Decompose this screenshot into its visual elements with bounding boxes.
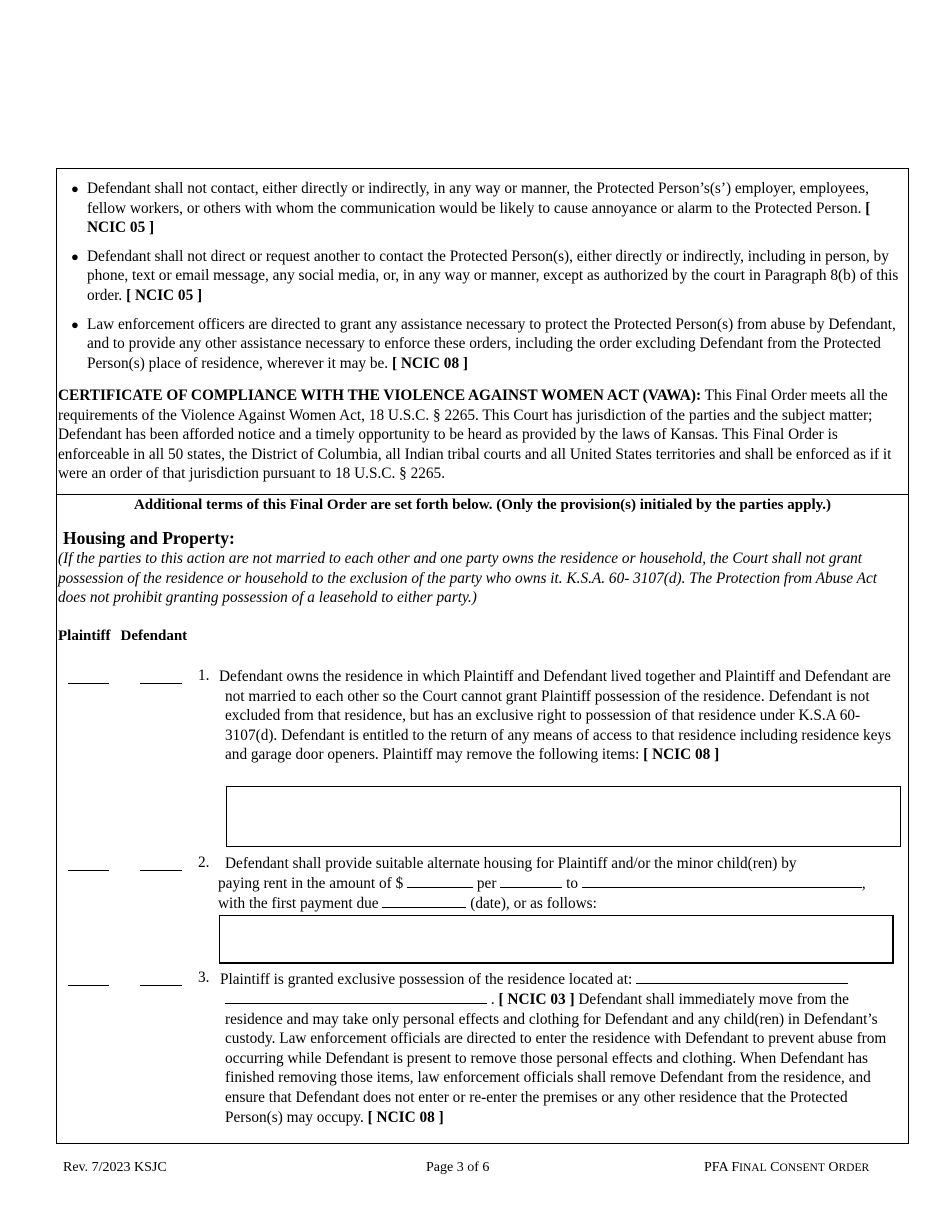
first-payment-label: with the first payment due xyxy=(218,895,379,912)
residence-address-field[interactable] xyxy=(636,969,848,984)
to-label: to xyxy=(566,875,578,892)
item-2-line1: Defendant shall provide suitable alternate housing for Plaintiff and/or the minor child(ren) by xyxy=(225,855,797,872)
plaintiff-column-label: Plaintiff xyxy=(58,628,111,644)
item-3-line1 xyxy=(220,969,900,990)
item-number: 3. xyxy=(198,969,210,986)
bullet-text: Law enforcement officers are directed to grant any assistance necessary to protect the Protected Person(s) from abuse by Defendant, and to provide any other assistance necessary to enforce these orders, including the order excluding Defendant from the Protected Person(s) place of residence, wherever it may be. xyxy=(87,315,896,372)
footer-page-number: Page 3 of 6 xyxy=(426,1160,490,1175)
first-payment-date-field[interactable] xyxy=(382,893,466,908)
bullet-employer-contact xyxy=(71,179,901,238)
bullet-icon: ● xyxy=(71,181,79,196)
removable-items-field[interactable] xyxy=(226,786,901,847)
item-2-rent-line xyxy=(218,873,908,894)
bullet-text: Defendant shall not direct or request another to contact the Protected Person(s), either directly or indirectly, including in person, by phone, text or email message, any social media, or, in any way or manner, except as authorized by the court in Paragraph 8(b) of this order. xyxy=(87,247,899,304)
ncic-tag: [ NCIC 08 ] xyxy=(391,354,469,372)
plaintiff-initial-2[interactable] xyxy=(68,870,109,871)
title-part: ONSENT xyxy=(779,1162,825,1174)
item-number: 2. xyxy=(198,854,210,871)
item-2-payment-line xyxy=(218,893,908,914)
section-divider xyxy=(57,494,908,495)
vawa-certificate xyxy=(58,386,900,484)
title-part: INAL xyxy=(739,1162,767,1174)
date-suffix: (date), or as follows: xyxy=(470,895,597,912)
vawa-body: This Final Order meets all the requirements of the Violence Against Women Act, 18 U.S.C. § 2265. This Court has jurisdiction of the parties and the subject matter; Defendant has been afforded notice and a timely opportunity to be heard as provided by the laws of Kansas. This Final Order is enforceable in all 50 states, the District of Columbia, all Indian tribal courts and all United States territories and shall be enforced as if it were an order of that jurisdiction pursuant to 18 U.S.C. § 2265. xyxy=(58,387,892,483)
ncic-tag: [ NCIC 05 ] xyxy=(87,199,871,237)
bullet-icon: ● xyxy=(71,316,79,332)
ncic-tag: [ NCIC 08 ] xyxy=(643,746,720,764)
ncic-tag: [ NCIC 05 ] xyxy=(126,286,203,304)
item-3-text: . [ NCIC 03 ] Defendant shall immediately move from the residence and may take only personal effects and clothing for Defendant and any child(ren) in Defendant’s custody. Law enforcement officials are directed to enter the residence with Defendant to prevent abuse from occurring while Defendant is present to remove those personal effects and clothing. When Defendant has finished removing those items, law enforcement officials shall remove Defendant from the residence, and ensure that Defendant does not enter or re-enter the premises or any other residence that the Protected Person(s) may occupy. [ NCIC 08 ] xyxy=(225,991,887,1126)
item-number: 1. xyxy=(198,667,210,684)
defendant-initial-3[interactable] xyxy=(140,985,182,986)
title-part: PFA F xyxy=(704,1160,740,1175)
defendant-initial-1[interactable] xyxy=(140,683,182,684)
ncic-tag: [ NCIC 08 ] xyxy=(367,1108,444,1126)
title-part: C xyxy=(766,1160,780,1175)
bullet-law-enforcement xyxy=(71,315,901,374)
vawa-heading: CERTIFICATE OF COMPLIANCE WITH THE VIOLENCE AGAINST WOMEN ACT (VAWA): xyxy=(58,387,702,404)
plaintiff-initial-3[interactable] xyxy=(68,985,109,986)
item-1-text xyxy=(219,667,905,765)
title-part: RDER xyxy=(838,1162,870,1174)
possession-label: Plaintiff is granted exclusive possession of the residence located at: xyxy=(220,971,633,988)
housing-terms-field[interactable] xyxy=(219,915,894,964)
per-label: per xyxy=(476,875,497,892)
order-bullets xyxy=(71,179,901,382)
additional-terms-heading: Additional terms of this Final Order are set forth below. (Only the provision(s) initialed by the parties apply.) xyxy=(133,497,832,513)
rent-amount-field[interactable] xyxy=(407,873,473,888)
rent-prefix: paying rent in the amount of $ xyxy=(218,875,404,892)
footer-form-title xyxy=(704,1160,869,1176)
rent-period-field[interactable] xyxy=(500,873,562,888)
defendant-initial-2[interactable] xyxy=(140,870,182,871)
initial-column-headers xyxy=(58,628,197,645)
footer-revision: Rev. 7/2023 KSJC xyxy=(63,1160,167,1175)
item-1-body: Defendant owns the residence in which Plaintiff and Defendant lived together and Plaintiff and Defendant are not married to each other so the Court cannot grant Plaintiff possession of the residence. Defendant is not excluded from that residence, but has an exclusive right to possession of that residence under K.S.A 60-3107(d). Defendant is entitled to the return of any means of access to that residence including residence keys and garage door openers. Plaintiff may remove the following items: xyxy=(219,668,892,764)
bullet-icon: ● xyxy=(71,248,79,264)
housing-note: (If the parties to this action are not married to each other and one party owns the residence or household, the Court shall not grant possession of the residence or household to the exclusion of the party who owns it. K.S.A. 60- 3107(d). The Protection from Abuse Act does not prohibit granting possession of a leasehold to either party.) xyxy=(58,550,878,607)
bullet-indirect-contact xyxy=(71,247,901,306)
order-frame xyxy=(56,168,909,1144)
plaintiff-initial-1[interactable] xyxy=(68,683,109,684)
rent-payee-field[interactable] xyxy=(582,873,862,888)
bullet-text: Defendant shall not contact, either directly or indirectly, in any way or manner, the Protected Person’s(s’) employer, employees, fellow workers, or others with whom the communication would be likely to cause annoyance or alarm to the Protected Person. xyxy=(87,180,869,217)
housing-title: Housing and Property: xyxy=(63,528,235,548)
comma: , xyxy=(861,875,866,892)
ncic-tag: [ NCIC 03 ] xyxy=(498,991,575,1008)
title-part: O xyxy=(824,1160,839,1175)
item-3-body: Defendant shall immediately move from the residence and may take only personal effects and clothing for Defendant and any child(ren) in Defendant’s custody. Law enforcement officials are directed to enter the residence with Defendant to prevent abuse from occurring while Defendant is present to remove those personal effects and clothing. When Defendant has finished removing those items, law enforcement officials shall remove Defendant from the residence, and ensure that Defendant does not enter or re-enter the premises or any other residence that the Protected Person(s) may occupy. xyxy=(225,991,887,1126)
residence-address-field-2[interactable] xyxy=(225,989,487,1004)
defendant-column-label: Defendant xyxy=(120,628,188,644)
